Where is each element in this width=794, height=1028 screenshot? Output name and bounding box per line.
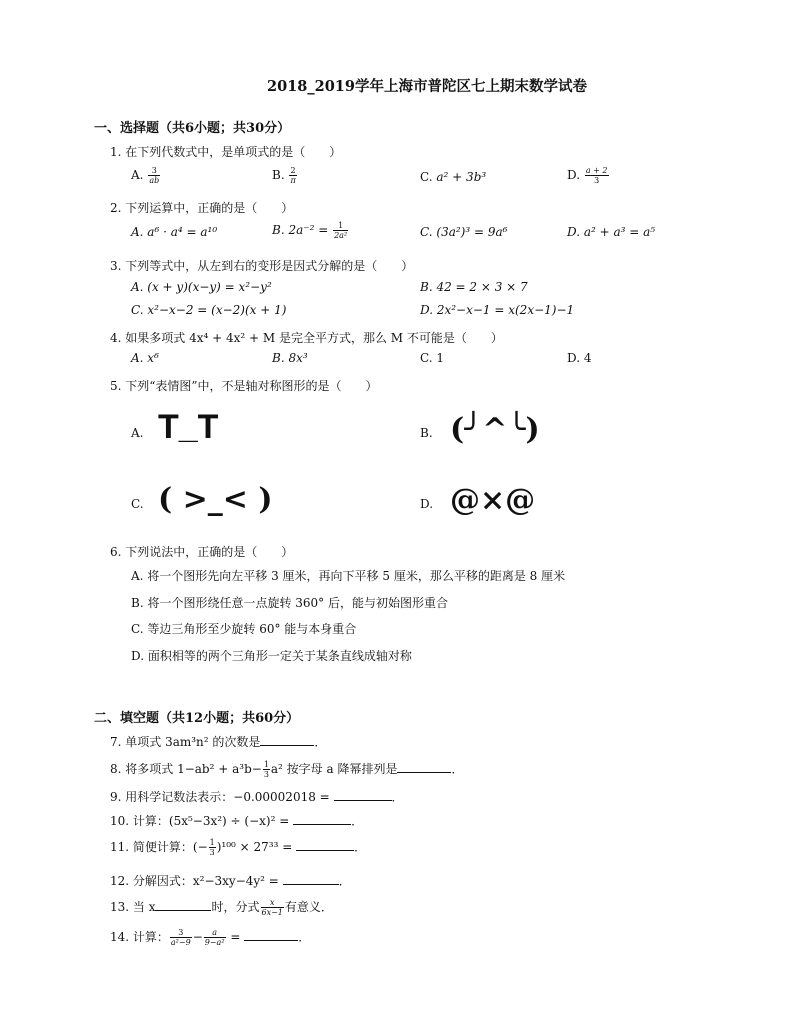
q1-option-a: A. $\frac{3}{ab}$ [131, 166, 160, 185]
q6-option-a: A. 将一个图形先向左平移 3 厘米，再向下平移 5 厘米，那么平移的距离是 8 厘米 [131, 569, 566, 583]
q6-option-d: D. 面积相等的两个三角形一定关于某条直线成轴对称 [131, 649, 412, 663]
q5-emoticon-a: T_T [158, 408, 219, 446]
q4-option-c: C. 1 [420, 351, 445, 365]
q4-option-d: D. 4 [567, 351, 592, 365]
question-3-stem: 3. 下列等式中，从左到右的变形是因式分解的是（ ） [110, 259, 414, 273]
question-14: 14. 计算： $\frac{3}{\text{a²−9}}$ − $\frac{a}{\text{9−a²}}$ = ． [110, 928, 311, 947]
q1-option-d: D. $\frac{a + 2}{3}$ [567, 166, 608, 185]
question-2-stem: 2. 下列运算中，正确的是（ ） [110, 201, 294, 215]
q2-option-b: B. 2a⁻² = $\frac{1}{\text{2a²}}$ [272, 221, 348, 240]
section-heading-choice: 一、选择题（共6小题；共30分） [94, 121, 291, 136]
question-7: 7. 单项式 3am³n² 的次数是 ． [110, 735, 327, 749]
q5-emoticon-d: @×@ [450, 483, 536, 518]
question-6-stem: 6. 下列说法中，正确的是（ ） [110, 545, 294, 559]
section-heading-fill-blank: 二、填空题（共12小题；共60分） [94, 711, 300, 726]
q1-option-b: B. $\frac{2}{\pi}$ [272, 166, 296, 185]
q4-option-a: A. x⁶ [131, 351, 159, 365]
q3-option-b: B. 42 = 2 × 3 × 7 [420, 280, 528, 294]
question-10: 10. 计算：(5x⁵−3x²) ÷ (−x)² = ． [110, 814, 364, 828]
q5-option-a-label: A. [131, 426, 144, 440]
question-4-stem: 4. 如果多项式 4x⁴ + 4x² + M 是完全平方式，那么 M 不可能是（ ） [110, 331, 503, 345]
q2-option-c: C. (3a²)³ = 9a⁶ [420, 225, 508, 239]
q3-option-c: C. x²−x−2 = (x−2)(x + 1) [131, 303, 287, 317]
q3-option-d: D. 2x²−x−1 = x(2x−1)−1 [420, 303, 575, 317]
question-5-stem: 5. 下列“表情图”中，不是轴对称图形的是（ ） [110, 379, 378, 393]
q5-option-b-label: B. [420, 426, 433, 440]
q5-emoticon-b: (╯^╰) [450, 412, 540, 447]
q2-option-d: D. a² + a³ = a⁵ [567, 225, 656, 239]
q3-option-a: A. (x + y)(x−y) = x²−y² [131, 280, 272, 294]
page-title: 2018_2019学年上海市普陀区七上期末数学试卷 [267, 78, 587, 95]
question-13: 13. 当 x 时，分式 $\frac{x}{6x-1}$ 有意义． [110, 898, 333, 917]
question-8: 8. 将多项式 1−ab² + a³b− $\frac{1}{3}$ a² 按字母 a 降幂排列是 ． [110, 760, 464, 779]
q5-option-d-label: D. [420, 497, 434, 511]
question-11: 11. 简便计算：(− $\frac{1}{3}$ )¹⁰⁰ × 27³³ = ． [110, 838, 367, 857]
question-12: 12. 分解因式：x²−3xy−4y² = ． [110, 874, 351, 888]
question-1-stem: 1. 在下列代数式中，是单项式的是（ ） [110, 145, 342, 159]
question-9: 9. 用科学记数法表示：−0.00002018 = ． [110, 790, 404, 804]
q4-option-b: B. 8x³ [272, 351, 308, 365]
q6-option-c: C. 等边三角形至少旋转 60° 能与本身重合 [131, 622, 357, 636]
q5-emoticon-c: ( >_< ) [158, 482, 273, 517]
q2-option-a: A. a⁶ · a⁴ = a¹⁰ [131, 225, 218, 239]
q6-option-b: B. 将一个图形绕任意一点旋转 360° 后，能与初始图形重合 [131, 596, 448, 610]
q5-option-c-label: C. [131, 497, 144, 511]
q1-option-c: C. a² + 3b³ [420, 170, 487, 184]
